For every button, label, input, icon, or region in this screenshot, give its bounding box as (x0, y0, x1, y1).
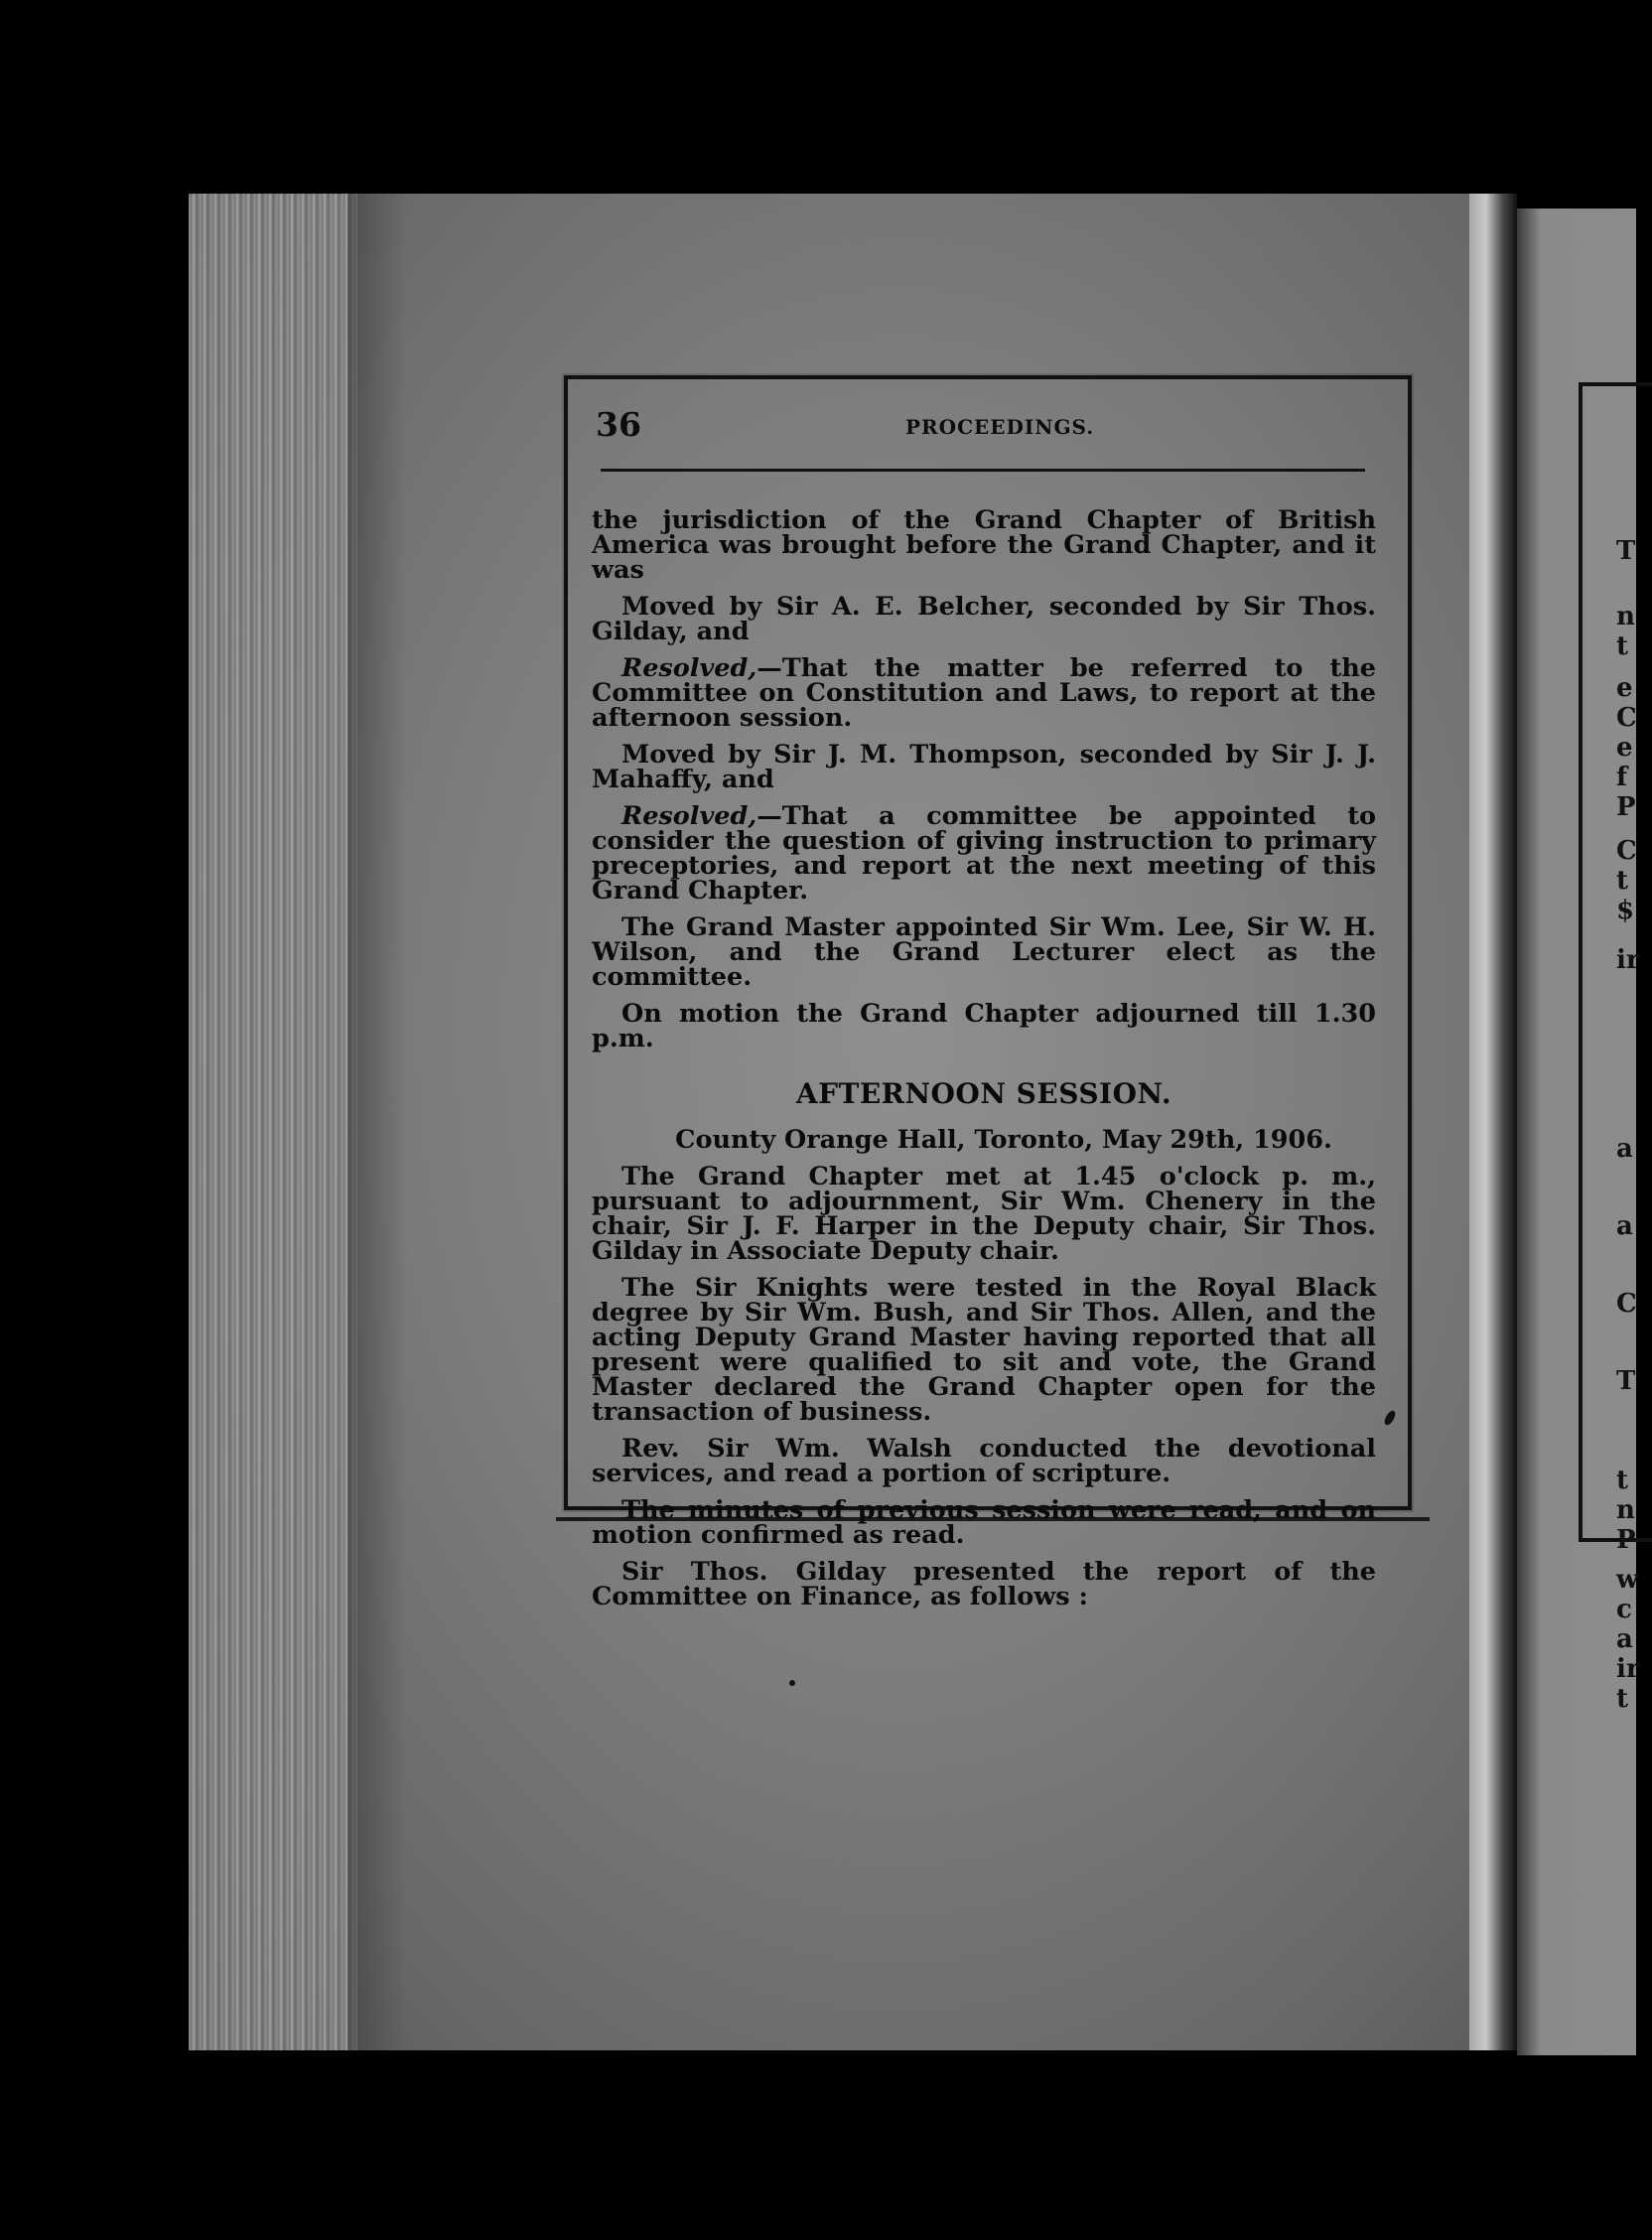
facing-page-fragments (1616, 536, 1640, 1714)
section-heading: AFTERNOON SESSION. (795, 1077, 1172, 1110)
paragraph: Moved by Sir A. E. Belcher, seconded by Sir Thos. Gilday, and (592, 592, 1376, 646)
header-rule (601, 469, 1365, 472)
facing-fragment: C (1616, 836, 1637, 866)
facing-fragment: w (1616, 1565, 1639, 1595)
facing-fragment: n (1616, 1495, 1635, 1525)
facing-fragment: a (1616, 1211, 1633, 1241)
paragraph: The Grand Chapter met at 1.45 o'clock p. m., pursuant to adjournment, Sir Wm. Chenery in the chair, Sir J. F. Harper in the Deputy chair, Sir Thos. Gilday in Associate Deputy chair. (592, 1162, 1376, 1266)
resolved-label: Resolved, (621, 801, 757, 831)
paragraph: Rev. Sir Wm. Walsh conducted the devotional services, and read a portion of scripture. (592, 1434, 1376, 1488)
facing-fragment: f (1616, 763, 1628, 792)
resolution-text: —That the matter be referred to the Committee on Constitution and Laws, to report at the afternoon session. (592, 653, 1376, 733)
page-edge-shadow (347, 194, 407, 2050)
page-edge-stack (189, 194, 357, 2050)
facing-fragment: T (1616, 536, 1636, 566)
paragraph: The Sir Knights were tested in the Royal Black degree by Sir Wm. Bush, and Sir Thos. Allen, and the acting Deputy Grand Master having reported that all present were qualified to sit and vote, the Grand Master declared the Grand Chapter open for the transaction of business. (592, 1273, 1376, 1427)
dateline: County Orange Hall, Toronto, May 29th, 1906. (675, 1125, 1332, 1155)
facing-fragment: ir (1616, 945, 1640, 975)
resolved-label: Resolved, (621, 653, 757, 683)
facing-fragment: e (1616, 733, 1633, 763)
resolution-text: —That a committee be appointed to consider the question of giving instruction to primary preceptories, and report at the next meeting of this Grand Chapter. (592, 801, 1376, 906)
facing-fragment: a (1616, 1624, 1633, 1654)
facing-fragment: t (1616, 1684, 1629, 1714)
paragraph: the jurisdiction of the Grand Chapter of British America was brought before the Grand Chapter, and it was (592, 505, 1376, 585)
facing-fragment: T (1616, 1366, 1636, 1396)
dust-speck (789, 1680, 795, 1686)
facing-fragment: t (1616, 866, 1629, 896)
page-body (592, 505, 1376, 1621)
paragraph: Sir Thos. Gilday presented the report of the Committee on Finance, as follows : (592, 1557, 1376, 1611)
page-header (596, 405, 1370, 453)
book-gutter (1469, 194, 1517, 2050)
facing-fragment: ir (1616, 1654, 1640, 1684)
page-number: 36 (596, 405, 641, 444)
facing-fragment: t (1616, 631, 1629, 661)
paragraph: The minutes of previous session were read, and on motion confirmed as read. (592, 1495, 1376, 1550)
facing-fragment: c (1616, 1595, 1632, 1624)
facing-fragment: C (1616, 1289, 1637, 1319)
facing-fragment: e (1616, 673, 1633, 703)
facing-fragment: n (1616, 602, 1635, 631)
facing-fragment: a (1616, 1134, 1633, 1164)
facing-fragment: P (1616, 1525, 1636, 1555)
resolution-paragraph (592, 801, 1376, 906)
facing-page-frame (1579, 382, 1652, 1542)
facing-fragment: $ (1616, 896, 1635, 925)
facing-fragment: P (1616, 792, 1636, 822)
paragraph: On motion the Grand Chapter adjourned till 1.30 p.m. (592, 999, 1376, 1053)
paragraph: Moved by Sir J. M. Thompson, seconded by Sir J. J. Mahaffy, and (592, 740, 1376, 794)
paragraph: The Grand Master appointed Sir Wm. Lee, Sir W. H. Wilson, and the Grand Lecturer elect as the committee. (592, 912, 1376, 992)
facing-fragment: C (1616, 703, 1637, 733)
resolution-paragraph (592, 653, 1376, 733)
running-head: PROCEEDINGS. (905, 415, 1095, 439)
facing-fragment: t (1616, 1466, 1629, 1495)
